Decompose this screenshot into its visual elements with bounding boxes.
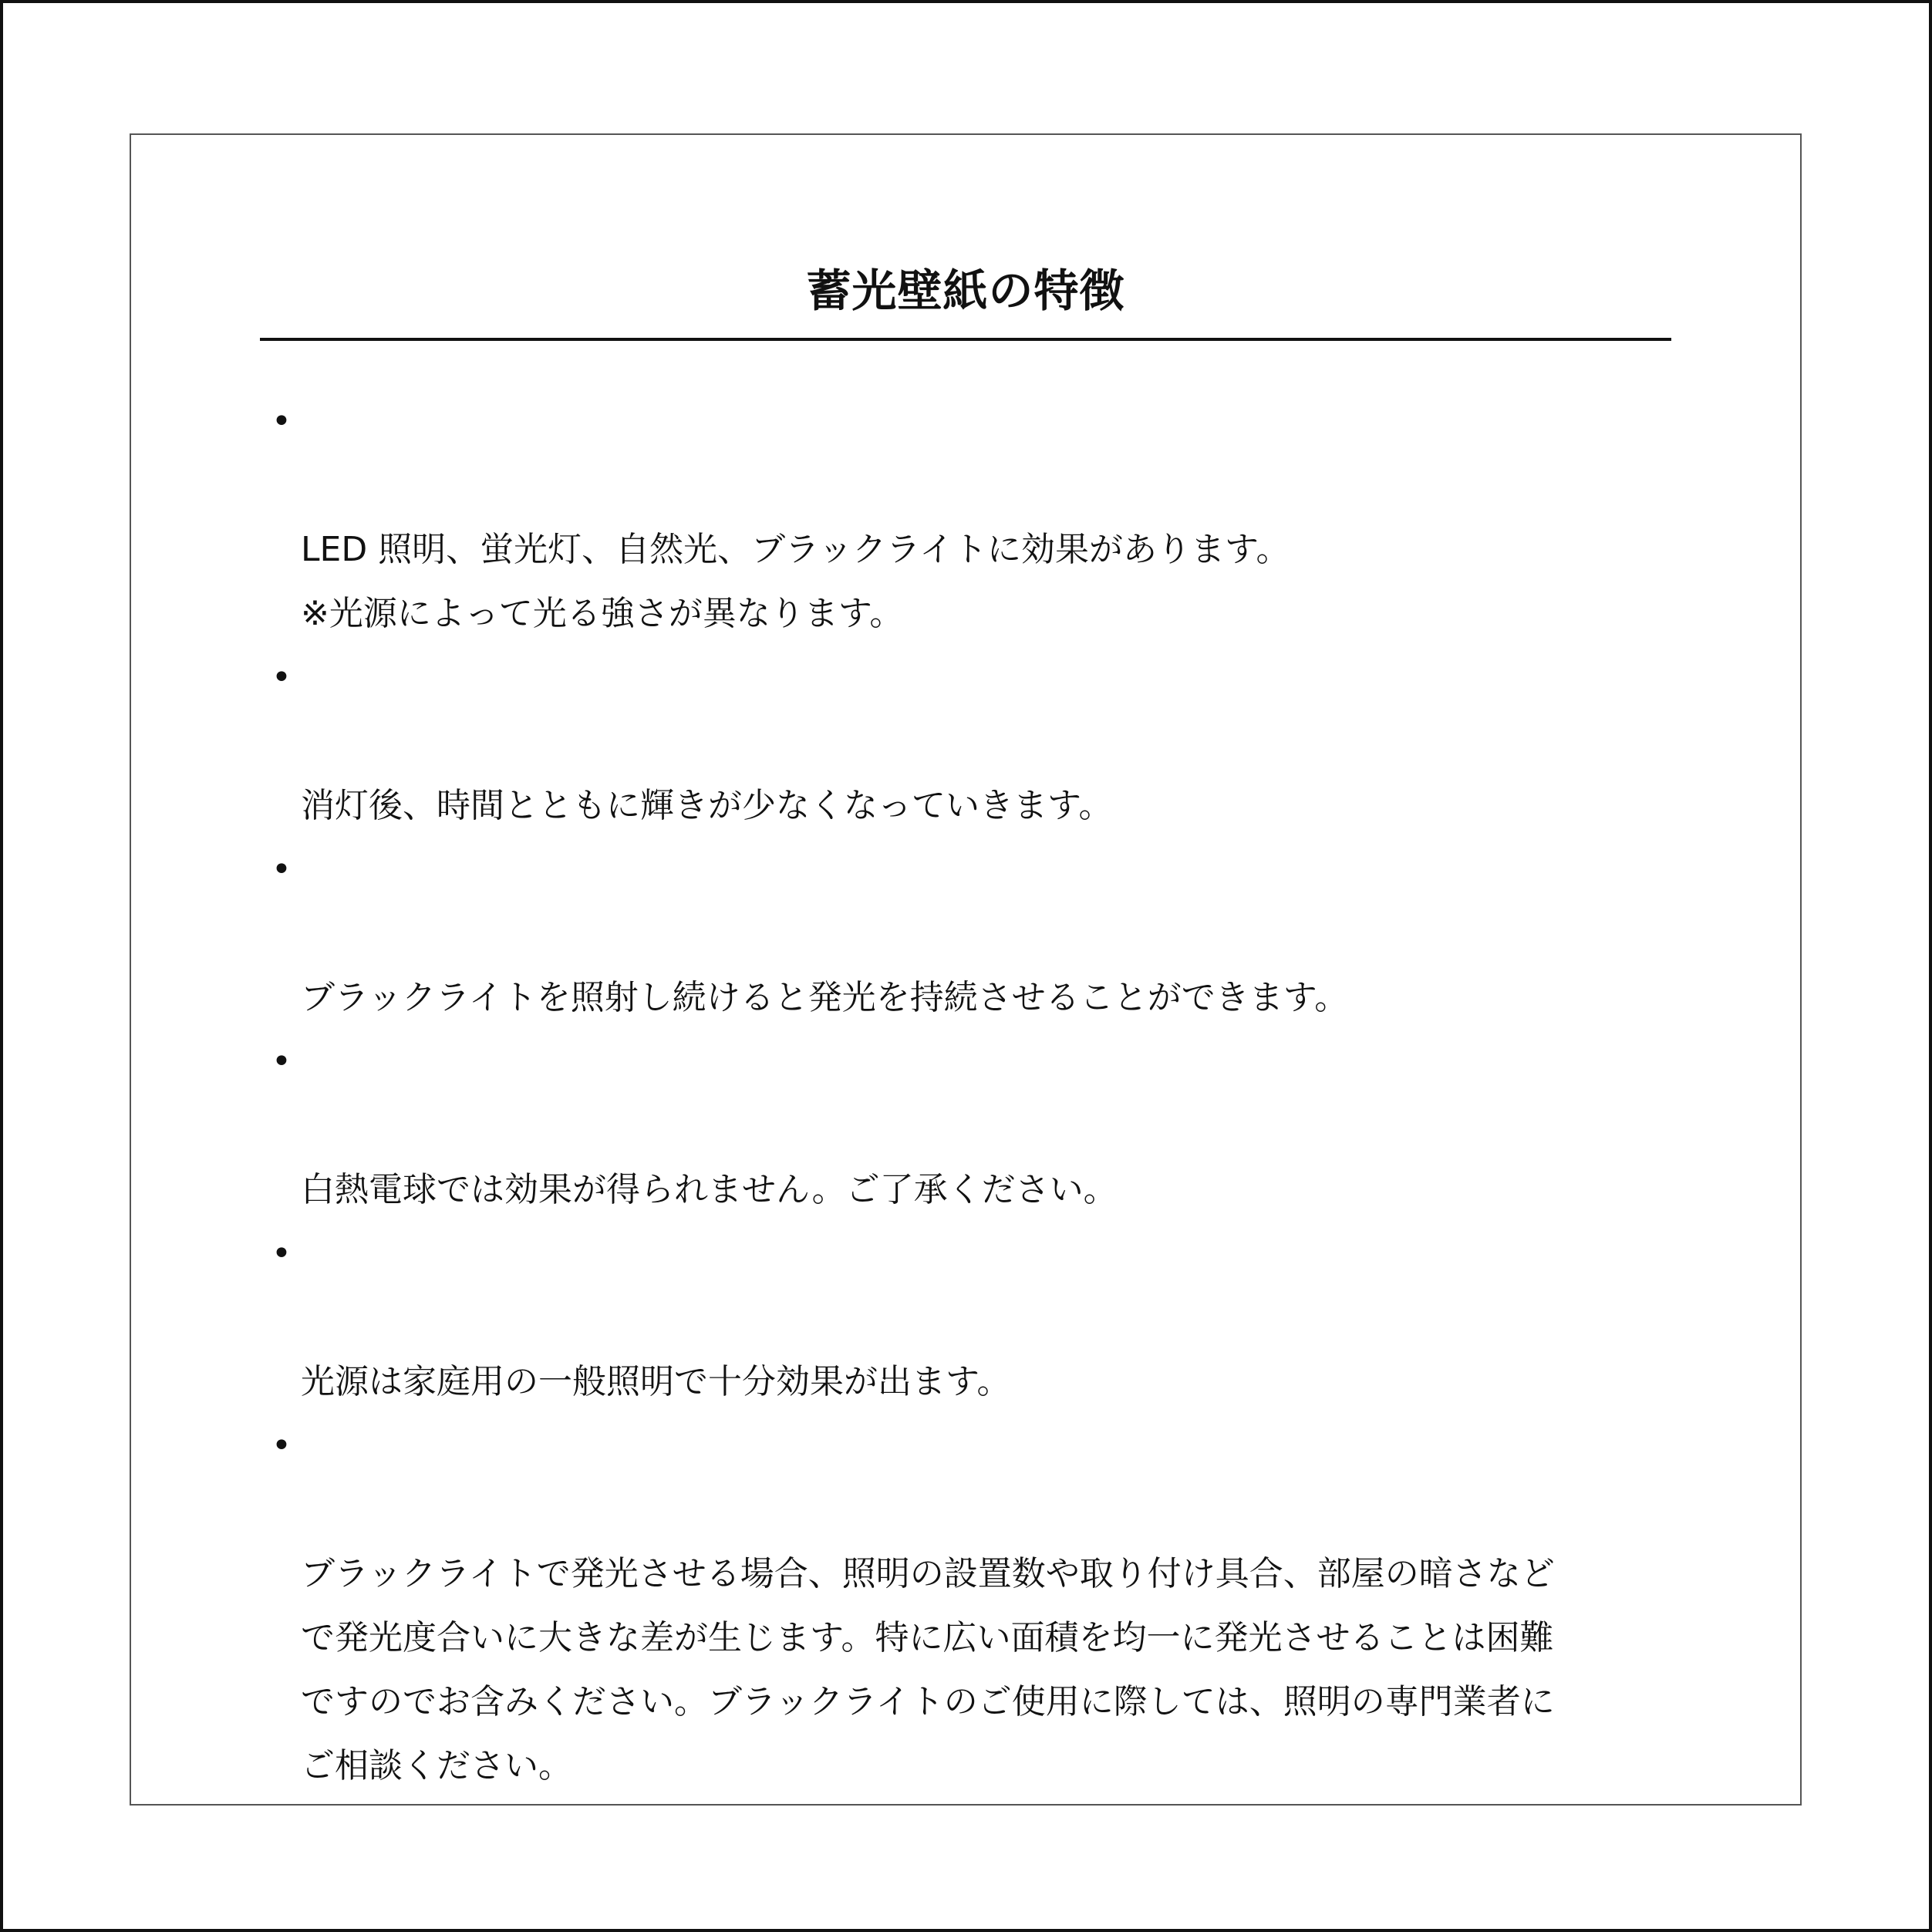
- feature-text: 光源は家庭用の一般照明で十分効果が出ます。: [301, 1362, 1011, 1401]
- feature-item: [271, 1222, 1660, 1414]
- title-divider: [260, 338, 1671, 341]
- feature-item: [271, 646, 1660, 838]
- feature-item: [271, 1030, 1660, 1222]
- feature-text: 白熱電球では効果が得られません。ご了承ください。: [301, 1170, 1118, 1209]
- feature-text: ブラックライトで発光させる場合、照明の設置数や取り付け具合、部屋の暗さなど で発光度合いに大きな差が生じます。特に広い面積を均一に発光させることは困難 ですのでお含みください。ブラックライトのご使用に際しては、照明の専門業者に ご相談ください。: [301, 1554, 1555, 1785]
- feature-item: [271, 838, 1660, 1030]
- bullet-icon: •: [271, 1042, 292, 1081]
- feature-item: [271, 1414, 1660, 1798]
- bullet-icon: •: [271, 1426, 292, 1465]
- feature-item: [271, 389, 1660, 646]
- feature-text: ブラックライトを照射し続けると発光を持続させることができます。: [301, 978, 1349, 1017]
- bullet-icon: •: [271, 1234, 292, 1273]
- bullet-icon: •: [271, 850, 292, 889]
- bullet-icon: •: [271, 402, 292, 441]
- feature-list: [271, 389, 1660, 1798]
- feature-text: LED 照明、蛍光灯、自然光、ブラックライトに効果があります。 ※光源によって光る強さが異なります。: [301, 530, 1290, 633]
- feature-text: 消灯後、時間とともに輝きが少なくなっていきます。: [301, 786, 1113, 825]
- bullet-icon: •: [271, 658, 292, 697]
- page-title: 蓄光壁紙の特徴: [806, 265, 1125, 317]
